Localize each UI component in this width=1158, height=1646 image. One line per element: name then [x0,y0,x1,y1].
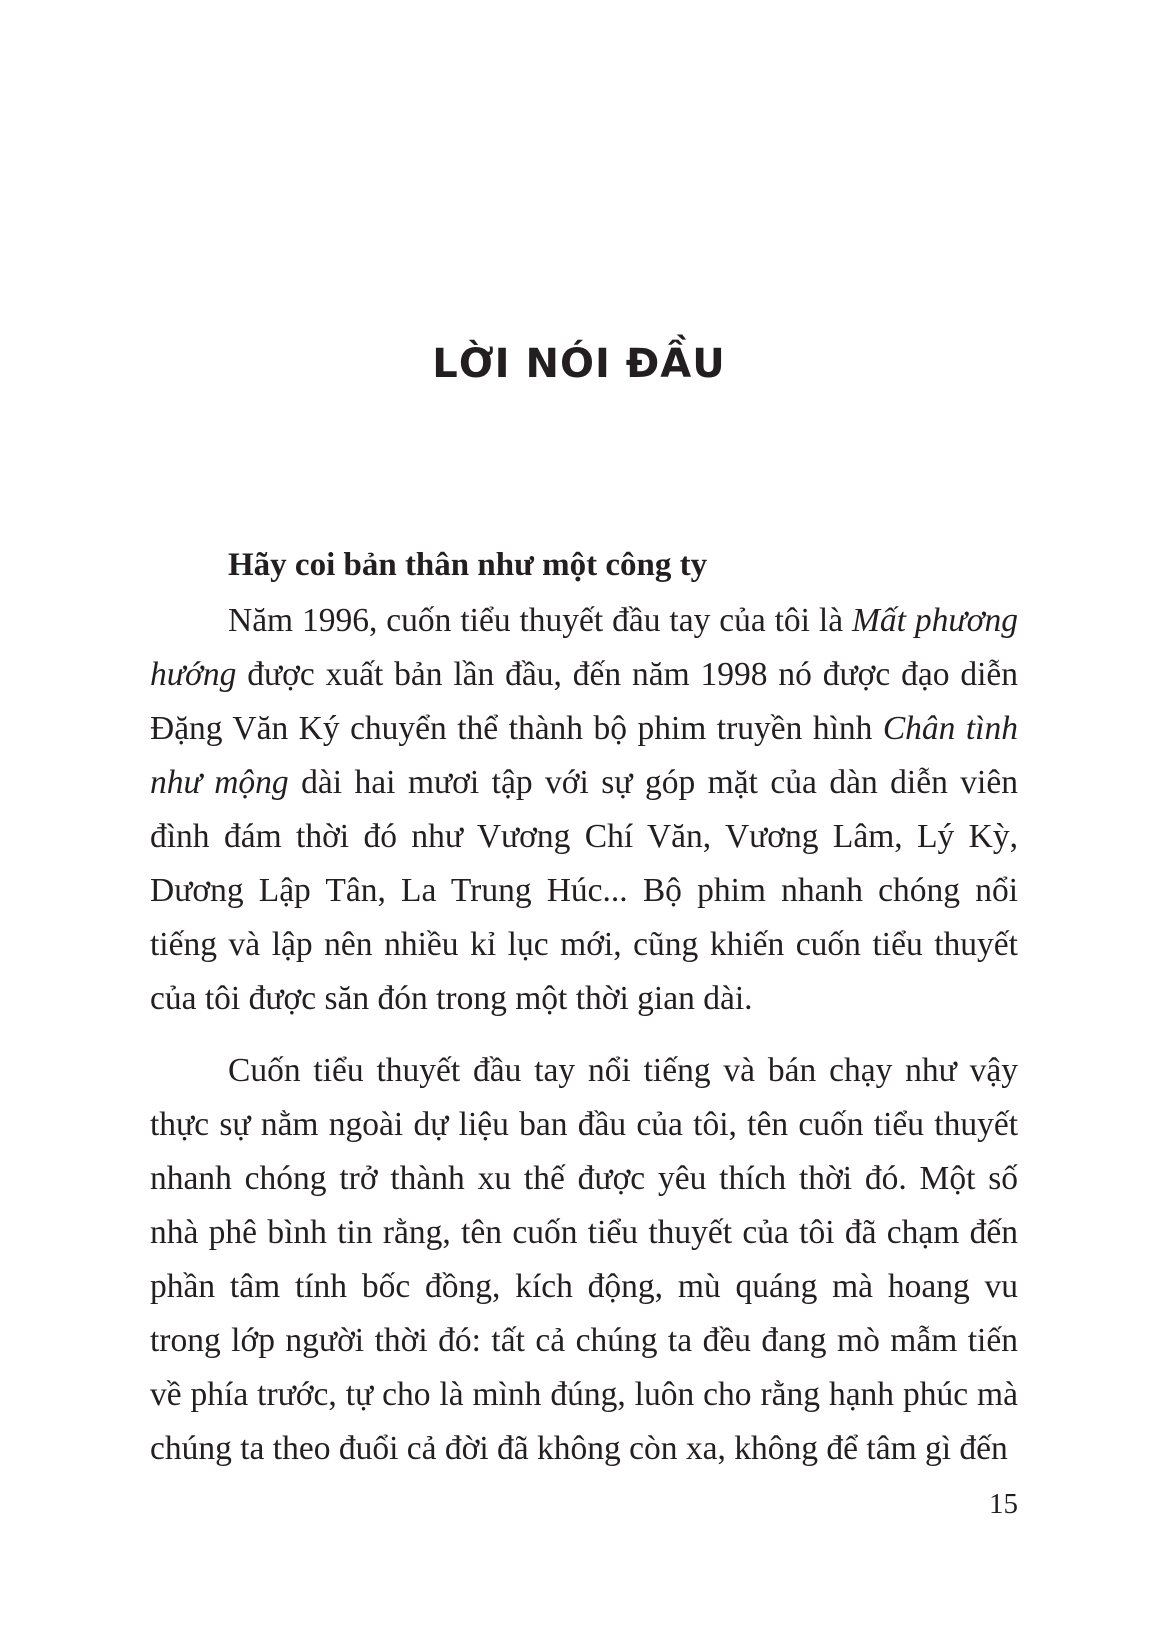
paragraph-2: Cuốn tiểu thuyết đầu tay nổi tiếng và bán chạy như vậy thực sự nằm ngoài dự liệu ban đầu của tôi, tên cuốn tiểu thuyết nhanh chóng trở thành xu thế được yêu thích thời đó. Một số nhà phê bình tin rằng, tên cuốn tiểu thuyết của tôi đã chạm đến phần tâm tính bốc đồng, kích động, mù quáng mà hoang vu trong lớp người thời đó: tất cả chúng ta đều đang mò mẫm tiến về phía trước, tự cho là mình đúng, luôn cho rằng hạnh phúc mà chúng ta theo đuổi cả đời đã không còn xa, không để tâm gì đến [150,1052,1018,1467]
body-text [150,538,1018,1476]
paragraph-1-italic-title-2: Chân tình như mộng [150,710,1018,801]
chapter-title: LỜI NÓI ĐẦU [432,341,726,387]
page-number: 15 [989,1488,1018,1520]
paragraph-1-text-3: dài hai mươi tập với sự góp mặt của dàn diễn viên đình đám thời đó như Vương Chí Văn, Vương Lâm, Lý Kỳ, Dương Lập Tân, La Trung Húc... Bộ phim nhanh chóng nổi tiếng và lập nên nhiều kỉ lục mới, cũng khiến cuốn tiểu thuyết của tôi được săn đón trong một thời gian dài. [150,764,1018,1017]
paragraph-1-text-1: Năm 1996, cuốn tiểu thuyết đầu tay của tôi là [228,602,852,639]
paragraph-1-italic-title-1: Mất phương hướng [150,602,1018,693]
section-heading: Hãy coi bản thân như một công ty [228,547,708,583]
paragraph-1 [150,594,1018,1026]
paragraph-1-text-2: được xuất bản lần đầu, đến năm 1998 nó được đạo diễn Đặng Văn Ký chuyển thể thành bộ phim truyền hình [150,656,1018,747]
